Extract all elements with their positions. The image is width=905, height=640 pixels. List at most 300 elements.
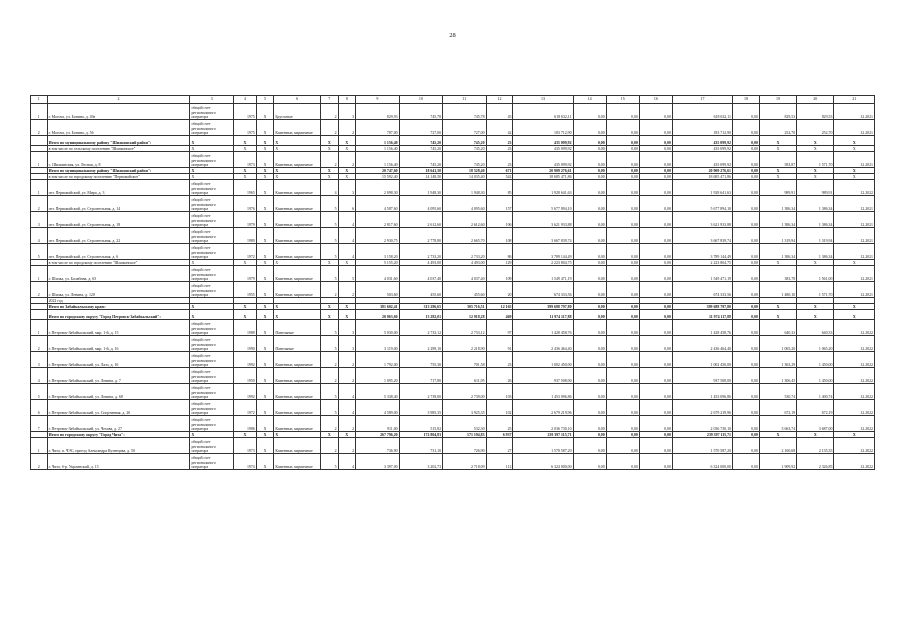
cell-cost-regional: 0,00 <box>606 384 639 400</box>
cell-cost-regional: 0,00 <box>606 168 639 174</box>
cell-year-built: Х <box>233 310 256 320</box>
cell-residential-area: 2 218,90 <box>443 336 486 352</box>
cell-cost-regional: 0,00 <box>606 228 639 244</box>
cell-living-area: 745,20 <box>399 146 442 152</box>
cell-year-overhaul: Х <box>256 454 274 470</box>
cell-entrances: 5 <box>338 266 356 282</box>
cell-completion-date: Х <box>834 260 875 266</box>
table-row <box>31 438 875 454</box>
cell-total-area: 3 158,20 <box>356 244 399 260</box>
cell-row-index <box>31 310 48 320</box>
table-row <box>31 228 875 244</box>
cell-total-cost: 618 632,11 <box>513 104 573 120</box>
cell-account-type: общий счет регионального оператора <box>190 352 233 368</box>
cell-living-area: 745,20 <box>399 152 442 168</box>
cell-address: пгт. Первомайский, ул. Строительная, д. 6 <box>47 244 190 260</box>
cell-completion-date: 12.2021 <box>834 196 875 212</box>
cell-unit-cost: 383,78 <box>759 266 796 282</box>
cell-residents: 97 <box>486 320 513 336</box>
column-number-19: 19 <box>759 96 796 104</box>
cell-entrances: 3 <box>338 104 356 120</box>
cell-total-cost: 1 928 641,63 <box>513 180 573 196</box>
cell-completion-date: Х <box>834 432 875 438</box>
cell-floors: 2 <box>320 120 338 136</box>
column-number-row <box>31 96 875 104</box>
cell-unit-cost: Х <box>759 432 796 438</box>
cell-account-type: Х <box>190 304 233 310</box>
cell-entrances: 2 <box>338 120 356 136</box>
cell-account-type: Х <box>190 260 233 266</box>
cell-cost-owners: 3 789 144,49 <box>672 244 732 260</box>
table-row <box>31 384 875 400</box>
cell-total-area: 5 030,00 <box>356 320 399 336</box>
cell-account-type: общий счет регионального оператора <box>190 438 233 454</box>
cell-total-area: 3 119,00 <box>356 336 399 352</box>
cell-wall-material: Каменные, кирпичные <box>274 416 321 432</box>
cell-entrances: 2 <box>338 152 356 168</box>
cell-total-area: 15 592,40 <box>356 174 399 180</box>
cell-total-cost: 2 036 730,10 <box>513 416 573 432</box>
cell-cost-regional: 0,00 <box>606 310 639 320</box>
cell-row-index: 2 <box>31 120 48 136</box>
cell-cost-owners: 3 621 933,88 <box>672 212 732 228</box>
cell-account-type: общий счет регионального оператора <box>190 266 233 282</box>
cell-year-built: 1980 <box>233 228 256 244</box>
cell-wall-material: Х <box>274 432 321 438</box>
cell-entrances: 4 <box>338 384 356 400</box>
cell-account-type: общий счет регионального оператора <box>190 384 233 400</box>
column-number-1: 1 <box>31 96 48 104</box>
cell-floors: 2 <box>320 282 338 298</box>
cell-total-cost: 3 667 839,74 <box>513 228 573 244</box>
cell-cost-regional: 0,00 <box>606 104 639 120</box>
cell-cost-other: 0,00 <box>732 352 759 368</box>
cell-cost-federal: 0,00 <box>573 368 606 384</box>
cell-cost-owners: 183 712,90 <box>672 120 732 136</box>
cell-year-built: Х <box>233 432 256 438</box>
cell-cost-local: 0,00 <box>639 104 672 120</box>
cell-address: с. Шилкинская, ул. Лесная, д. 8 <box>47 152 190 168</box>
table-row <box>31 454 875 470</box>
cell-cost-owners: 2 036 730,10 <box>672 416 732 432</box>
cell-residents: 103 <box>486 384 513 400</box>
cell-unit-cost: Х <box>759 260 796 266</box>
cell-residents: 109 <box>486 266 513 282</box>
cell-unit-cost: 2 160,68 <box>759 438 796 454</box>
cell-unit-cost-limit: Х <box>797 146 834 152</box>
cell-address: г. Петровск-Забайкальский, мкр. 1-й, д. 16 <box>47 336 190 352</box>
cell-cost-other: 0,00 <box>732 146 759 152</box>
cell-cost-federal: 0,00 <box>573 228 606 244</box>
cell-total-cost: 674 333,56 <box>513 282 573 298</box>
cell-cost-owners: 399 688 797,80 <box>672 304 732 310</box>
cell-cost-federal: 0,00 <box>573 104 606 120</box>
cell-residential-area: 2 733,12 <box>443 320 486 336</box>
cell-residential-area: 726,90 <box>443 438 486 454</box>
column-number-6: 6 <box>274 96 321 104</box>
cell-year-built: 1979 <box>233 266 256 282</box>
cell-entrances: 2 <box>338 416 356 432</box>
cell-address: г. Петровск-Забайкальский, ул. Ленина, д. 7 <box>47 368 190 384</box>
cell-total-cost: 2 679 219,96 <box>513 400 573 416</box>
cell-unit-cost-limit: 2 326,85 <box>797 454 834 470</box>
cell-year-overhaul: Х <box>256 260 274 266</box>
cell-living-area: 4 037,40 <box>399 266 442 282</box>
cell-unit-cost-limit: 1 386,34 <box>797 244 834 260</box>
cell-cost-local: 0,00 <box>639 146 672 152</box>
cell-wall-material: Каменные, кирпичные <box>274 352 321 368</box>
cell-residential-area: 701,58 <box>443 352 486 368</box>
cell-total-area: 787,00 <box>356 120 399 136</box>
cell-cost-federal: 0,00 <box>573 320 606 336</box>
cell-entrances: Х <box>338 174 356 180</box>
table-row <box>31 152 875 168</box>
cell-cost-federal: 0,00 <box>573 174 606 180</box>
cell-cost-regional: 0,00 <box>606 320 639 336</box>
cell-cost-local: 0,00 <box>639 454 672 470</box>
cell-row-index: 1 <box>31 104 48 120</box>
cell-address: Итого по муниципальному району "Шилкинский район": <box>47 136 190 146</box>
cell-cost-other: 0,00 <box>732 266 759 282</box>
column-number-5: 5 <box>256 96 274 104</box>
cell-cost-regional: 0,00 <box>606 368 639 384</box>
cell-row-index: 2 <box>31 196 48 212</box>
cell-floors: Х <box>320 168 338 174</box>
cell-unit-cost-limit: 829,53 <box>797 104 834 120</box>
cell-address: Итого по городскому округу "Город Петровск-Забайкальский": <box>47 310 190 320</box>
cell-account-type: Х <box>190 174 233 180</box>
cell-cost-regional: 0,00 <box>606 352 639 368</box>
cell-year-overhaul: Х <box>256 120 274 136</box>
cell-cost-owners: 618 632,11 <box>672 104 732 120</box>
cell-cost-other: 0,00 <box>732 174 759 180</box>
cell-total-area: 20 747,60 <box>356 168 399 174</box>
cell-completion-date: 12.2022 <box>834 400 875 416</box>
cell-total-area: 5 155,20 <box>356 260 399 266</box>
cell-cost-owners: 239 397 115,71 <box>672 432 732 438</box>
column-number-20: 20 <box>797 96 834 104</box>
cell-cost-federal: 0,00 <box>573 282 606 298</box>
cell-living-area: 2 778,80 <box>399 228 442 244</box>
cell-unit-cost: 1 909,92 <box>759 454 796 470</box>
cell-cost-local: 0,00 <box>639 400 672 416</box>
cell-cost-regional: 0,00 <box>606 146 639 152</box>
cell-cost-regional: 0,00 <box>606 416 639 432</box>
cell-living-area: 755,30 <box>399 352 442 368</box>
cell-wall-material: Каменные, кирпичные <box>274 120 321 136</box>
cell-residential-area: 745,78 <box>443 104 486 120</box>
cell-cost-other: 0,00 <box>732 368 759 384</box>
cell-row-index: 2 <box>31 336 48 352</box>
cell-unit-cost: 583,87 <box>759 152 796 168</box>
cell-wall-material: Каменные, кирпичные <box>274 152 321 168</box>
column-number-17: 17 <box>672 96 732 104</box>
cell-cost-local: 0,00 <box>639 168 672 174</box>
cell-total-area: 2 930,75 <box>356 228 399 244</box>
cell-cost-federal: 0,00 <box>573 416 606 432</box>
cell-residents: 6 937 <box>486 432 513 438</box>
cell-entrances: 6 <box>338 196 356 212</box>
cell-wall-material: Х <box>274 168 321 174</box>
cell-residential-area: 4 493,00 <box>443 260 486 266</box>
cell-year-overhaul: Х <box>256 152 274 168</box>
cell-unit-cost-limit: 252,70 <box>797 120 834 136</box>
cell-completion-date: 12.2021 <box>834 282 875 298</box>
cell-cost-owners: 674 333,56 <box>672 282 732 298</box>
cell-living-area: 2 612,60 <box>399 212 442 228</box>
cell-wall-material: Х <box>274 304 321 310</box>
cell-cost-owners: 3 667 839,74 <box>672 228 732 244</box>
cell-address: Итого по Забайкальскому краю: <box>47 304 190 310</box>
cell-year-built: 1955 <box>233 282 256 298</box>
cell-entrances: Х <box>338 168 356 174</box>
cell-year-overhaul: Х <box>256 432 274 438</box>
cell-unit-cost-limit: 1 571,70 <box>797 152 834 168</box>
cell-unit-cost: 672,19 <box>759 400 796 416</box>
cell-account-type: общий счет регионального оператора <box>190 416 233 432</box>
cell-year-overhaul: Х <box>256 368 274 384</box>
cell-unit-cost-limit: Х <box>797 136 834 146</box>
cell-cost-local: 0,00 <box>639 260 672 266</box>
cell-year-built: Х <box>233 174 256 180</box>
cell-residents: 86 <box>486 244 513 260</box>
cell-unit-cost: 1 386,34 <box>759 244 796 260</box>
cell-total-area: 381 602,41 <box>356 304 399 310</box>
cell-row-index: 2 <box>31 282 48 298</box>
cell-residential-area: 14 035,40 <box>443 174 486 180</box>
cell-cost-owners: 11 974 117,88 <box>672 310 732 320</box>
cell-residents: 671 <box>486 168 513 174</box>
table-row <box>31 310 875 320</box>
cell-year-overhaul: Х <box>256 336 274 352</box>
cell-year-built: 1975 <box>233 104 256 120</box>
cell-residential-area: 1 948,30 <box>443 180 486 196</box>
cell-residential-area: 727,00 <box>443 120 486 136</box>
cell-living-area: 14 148,50 <box>399 174 442 180</box>
cell-floors: 5 <box>320 454 338 470</box>
cell-living-area: 745,20 <box>399 136 442 146</box>
cell-unit-cost-limit: Х <box>797 304 834 310</box>
cell-residents: 20 <box>486 282 513 298</box>
cell-unit-cost-limit: Х <box>797 310 834 320</box>
cell-total-area: 3 397,00 <box>356 454 399 470</box>
cell-cost-local: 0,00 <box>639 320 672 336</box>
cell-wall-material: Каменные, кирпичные <box>274 454 321 470</box>
column-number-16: 16 <box>639 96 672 104</box>
column-number-10: 10 <box>399 96 442 104</box>
cell-address: г. Петровск-Забайкальский, ул. Чехова, д. 27 <box>47 416 190 432</box>
cell-cost-other: 0,00 <box>732 104 759 120</box>
cell-cost-other: 0,00 <box>732 260 759 266</box>
cell-floors: 2 <box>320 416 338 432</box>
cell-total-cost: 937 508,00 <box>513 368 573 384</box>
cell-account-type: Х <box>190 146 233 152</box>
cell-cost-other: 0,00 <box>732 310 759 320</box>
cell-year-overhaul: Х <box>256 266 274 282</box>
cell-total-cost: 1 428 458,76 <box>513 320 573 336</box>
cell-residents: 469 <box>486 310 513 320</box>
cell-floors: Х <box>320 432 338 438</box>
cell-year-overhaul: Х <box>256 438 274 454</box>
cell-floors: 5 <box>320 266 338 282</box>
cell-entrances: 2 <box>338 352 356 368</box>
cell-residents: 108 <box>486 228 513 244</box>
cell-year-built: 1972 <box>233 244 256 260</box>
cell-cost-regional: 0,00 <box>606 266 639 282</box>
cell-row-index: 3 <box>31 352 48 368</box>
cell-year-built: 1973 <box>233 152 256 168</box>
cell-cost-local: 0,00 <box>639 416 672 432</box>
cell-cost-local: 0,00 <box>639 136 672 146</box>
cell-floors: 2 <box>320 152 338 168</box>
cell-year-overhaul: Х <box>256 136 274 146</box>
cell-row-index: 7 <box>31 416 48 432</box>
cell-entrances: 4 <box>338 400 356 416</box>
cell-row-index: 3 <box>31 212 48 228</box>
cell-cost-federal: 0,00 <box>573 260 606 266</box>
cell-cost-federal: 0,00 <box>573 196 606 212</box>
cell-completion-date: 12.2021 <box>834 228 875 244</box>
cell-total-area: 829,93 <box>356 104 399 120</box>
cell-floors: 5 <box>320 196 338 212</box>
cell-year-built: 1976 <box>233 196 256 212</box>
cell-cost-owners: 20 909 276,61 <box>672 168 732 174</box>
cell-year-built: 1975 <box>233 120 256 136</box>
cell-unit-cost: 3 663,74 <box>759 416 796 432</box>
cell-total-cost: 1 570 587,20 <box>513 438 573 454</box>
cell-address: г. Могоча, ул. Бонина, д. 56 <box>47 120 190 136</box>
cell-year-built: 1992 <box>233 352 256 368</box>
cell-cost-local: 0,00 <box>639 368 672 384</box>
cell-cost-regional: 0,00 <box>606 152 639 168</box>
cell-completion-date: 12.2022 <box>834 384 875 400</box>
cell-address: г. Шилка, ул. Ленина, д. 120 <box>47 282 190 298</box>
column-number-13: 13 <box>513 96 573 104</box>
cell-completion-date: Х <box>834 146 875 152</box>
cell-cost-local: 0,00 <box>639 432 672 438</box>
table-row <box>31 352 875 368</box>
cell-unit-cost-limit: Х <box>797 168 834 174</box>
cell-completion-date: 12.2022 <box>834 180 875 196</box>
cell-address: в том числе по сельскому поселению "Шилкинское" <box>47 146 190 152</box>
cell-address: г. Петровск-Забайкальский, мкр. 1-й, д. 15 <box>47 320 190 336</box>
column-number-2: 2 <box>47 96 190 104</box>
cell-total-area: 2 098,30 <box>356 180 399 196</box>
cell-address: г. Могоча, ул. Бонина, д. 49а <box>47 104 190 120</box>
cell-account-type: общий счет регионального оператора <box>190 320 233 336</box>
table-row <box>31 336 875 352</box>
cell-row-index: 4 <box>31 228 48 244</box>
cell-cost-federal: 0,00 <box>573 384 606 400</box>
cell-living-area: 13 282,01 <box>399 310 442 320</box>
cell-completion-date: Х <box>834 168 875 174</box>
cell-year-overhaul: Х <box>256 174 274 180</box>
cell-unit-cost: 530,74 <box>759 384 796 400</box>
cell-residents: 26 <box>486 368 513 384</box>
cell-cost-local: 0,00 <box>639 310 672 320</box>
cell-cost-other: 0,00 <box>732 228 759 244</box>
cell-year-overhaul: Х <box>256 146 274 152</box>
cell-year-built: Х <box>233 136 256 146</box>
cell-completion-date: Х <box>834 310 875 320</box>
cell-total-cost: 6 324 000,00 <box>513 454 573 470</box>
cell-residential-area: 4 095,60 <box>443 196 486 212</box>
cell-completion-date: 12.2022 <box>834 336 875 352</box>
cell-unit-cost-limit: 989,91 <box>797 180 834 196</box>
cell-cost-federal: 0,00 <box>573 454 606 470</box>
cell-entrances: Х <box>338 432 356 438</box>
cell-unit-cost: Х <box>759 168 796 174</box>
cell-entrances: 4 <box>338 228 356 244</box>
cell-floors: 2 <box>320 368 338 384</box>
cell-residents: 129 <box>486 260 513 266</box>
cell-total-area: 20 063,60 <box>356 310 399 320</box>
cell-cost-owners: 1 453 096,86 <box>672 384 732 400</box>
cell-floors: 4 <box>320 180 338 196</box>
cell-entrances: 4 <box>338 454 356 470</box>
cell-entrances: Х <box>338 304 356 310</box>
cell-residents: 25 <box>486 416 513 432</box>
cell-cost-owners: 5 677 894,10 <box>672 196 732 212</box>
cell-year-overhaul: Х <box>256 320 274 336</box>
cell-entrances: 2 <box>338 438 356 454</box>
cell-living-area: 3 985,35 <box>399 400 442 416</box>
cell-total-cost: 1 453 096,86 <box>513 384 573 400</box>
cell-cost-regional: 0,00 <box>606 260 639 266</box>
cell-living-area: 3 202,73 <box>399 454 442 470</box>
cell-entrances: 3 <box>338 336 356 352</box>
cell-cost-owners: 18 685 471,86 <box>672 174 732 180</box>
cell-address: пгт. Первомайский, ул. Мира, д. 3 <box>47 180 190 196</box>
cell-floors: 2 <box>320 104 338 120</box>
cell-year-built: 1990 <box>233 336 256 352</box>
cell-residents: 112 <box>486 454 513 470</box>
column-number-9: 9 <box>356 96 399 104</box>
cell-cost-local: 0,00 <box>639 304 672 310</box>
cell-residential-area: 3 925,35 <box>443 400 486 416</box>
cell-cost-federal: 0,00 <box>573 152 606 168</box>
cell-wall-material: Каменные, кирпичные <box>274 400 321 416</box>
cell-cost-owners: 435 099,92 <box>672 146 732 152</box>
cell-total-area: 1 156,40 <box>356 146 399 152</box>
cell-cost-other: 0,00 <box>732 304 759 310</box>
cell-living-area: 18 641,50 <box>399 168 442 174</box>
cell-year-overhaul: Х <box>256 304 274 310</box>
cell-cost-regional: 0,00 <box>606 400 639 416</box>
cell-total-area: 5 338,40 <box>356 384 399 400</box>
cell-row-index: 2 <box>31 454 48 470</box>
cell-wall-material: Каменные, кирпичные <box>274 368 321 384</box>
cell-year-built: Х <box>233 304 256 310</box>
cell-row-index: 1 <box>31 320 48 336</box>
cell-cost-federal: 0,00 <box>573 244 606 260</box>
table-row <box>31 180 875 196</box>
cell-address: г. Чита, п. ЧЭС, проезд Александра Кузнецова, д. 50 <box>47 438 190 454</box>
cell-address: г. Петровск-Забайкальский, ул. Ленина, д. 68 <box>47 384 190 400</box>
cell-cost-other: 0,00 <box>732 212 759 228</box>
cell-completion-date: 12.2021 <box>834 120 875 136</box>
cell-cost-owners: 2 436 464,40 <box>672 336 732 352</box>
cell-cost-other: 0,00 <box>732 320 759 336</box>
cell-address: Итого по городскому округу "Город Чита": <box>47 432 190 438</box>
cell-living-area: 2 289,10 <box>399 336 442 352</box>
cell-account-type: общий счет регионального оператора <box>190 120 233 136</box>
cell-account-type: Х <box>190 168 233 174</box>
cell-residents: 106 <box>486 212 513 228</box>
cell-cost-owners: 2 679 219,96 <box>672 400 732 416</box>
cell-residents: 23 <box>486 352 513 368</box>
cell-row-index: 1 <box>31 180 48 196</box>
